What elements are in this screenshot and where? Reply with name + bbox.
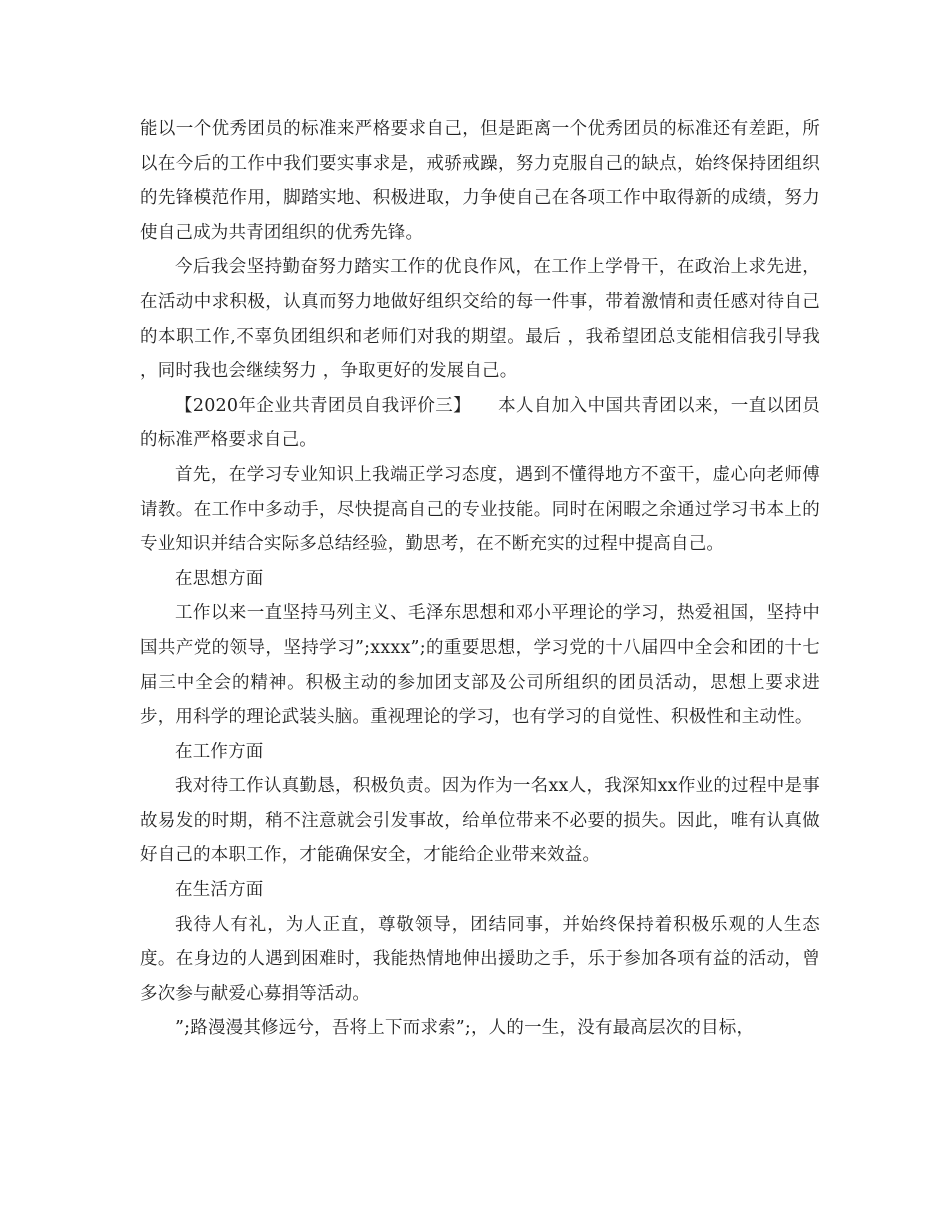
heading-life: 在生活方面 xyxy=(175,880,264,901)
heading-thought: 在思想方面 xyxy=(175,568,264,589)
paragraph-study: 首先，在学习专业知识上我端正学习态度，遇到不懂得地方不蛮干，虚心向老师傅请教。在工作中多动手，尽快提高自己的专业技能。同时在闲暇之余通过学习书本上的专业知识并结合实际多总结经验，勤思考，在不断充实的过程中提高自己。 xyxy=(140,464,820,555)
paragraph-continuation: 能以一个优秀团员的标准来严格要求自己，但是距离一个优秀团员的标准还有差距，所以在今后的工作中我们要实事求是，戒骄戒躁，努力克服自己的缺点，始终保持团组织的先锋模范作用，脚踏实地、积极进取，力争使自己在各项工作中取得新的成绩，努力使自己成为共青团组织的优秀先锋。 xyxy=(140,119,820,243)
document-body xyxy=(140,112,820,1046)
paragraph-section-three-intro: 【2020年企业共青团员自我评价三】 本人自加入中国共青团以来，一直以团员的标准严格要求自己。 xyxy=(140,395,820,451)
paragraph-thought: 工作以来一直坚持马列主义、毛泽东思想和邓小平理论的学习，热爱祖国，坚持中国共产党的领导，坚持学习”;xxxx”;的重要思想，学习党的十八届四中全会和团的十七届三中全会的精神。积极主动的参加团支部及公司所组织的团员活动，思想上要求进步，用科学的理论武装头脑。重视理论的学习，也有学习的自觉性、积极性和主动性。 xyxy=(140,603,820,728)
paragraph-work: 我对待工作认真勤恳，积极负责。因为作为一名xx人，我深知xx作业的过程中是事故易发的时期，稍不注意就会引发事故，给单位带来不必要的损失。因此，唯有认真做好自己的本职工作，才能确保安全，才能给企业带来效益。 xyxy=(140,776,820,866)
heading-work: 在工作方面 xyxy=(175,741,264,762)
paragraph-quote: ”;路漫漫其修远兮，吾将上下而求索”;，人的一生，没有最高层次的目标， xyxy=(175,1018,755,1039)
paragraph-future-plans: 今后我会坚持勤奋努力踏实工作的优良作风，在工作上学骨干，在政治上求先进，在活动中求积极，认真而努力地做好组织交给的每一件事，带着激情和责任感对待自己的本职工作,不辜负团组织和老师们对我的期望。最后 ，我希望团总支能相信我引导我 ，同时我也会继续努力 ，争取更好的发展自己。 xyxy=(140,257,820,382)
paragraph-life: 我待人有礼，为人正直，尊敬领导，团结同事，并始终保持着积极乐观的人生态度。在身边的人遇到困难时，我能热情地伸出援助之手，乐于参加各项有益的活动，曾多次参与献爱心募捐等活动。 xyxy=(140,914,820,1004)
